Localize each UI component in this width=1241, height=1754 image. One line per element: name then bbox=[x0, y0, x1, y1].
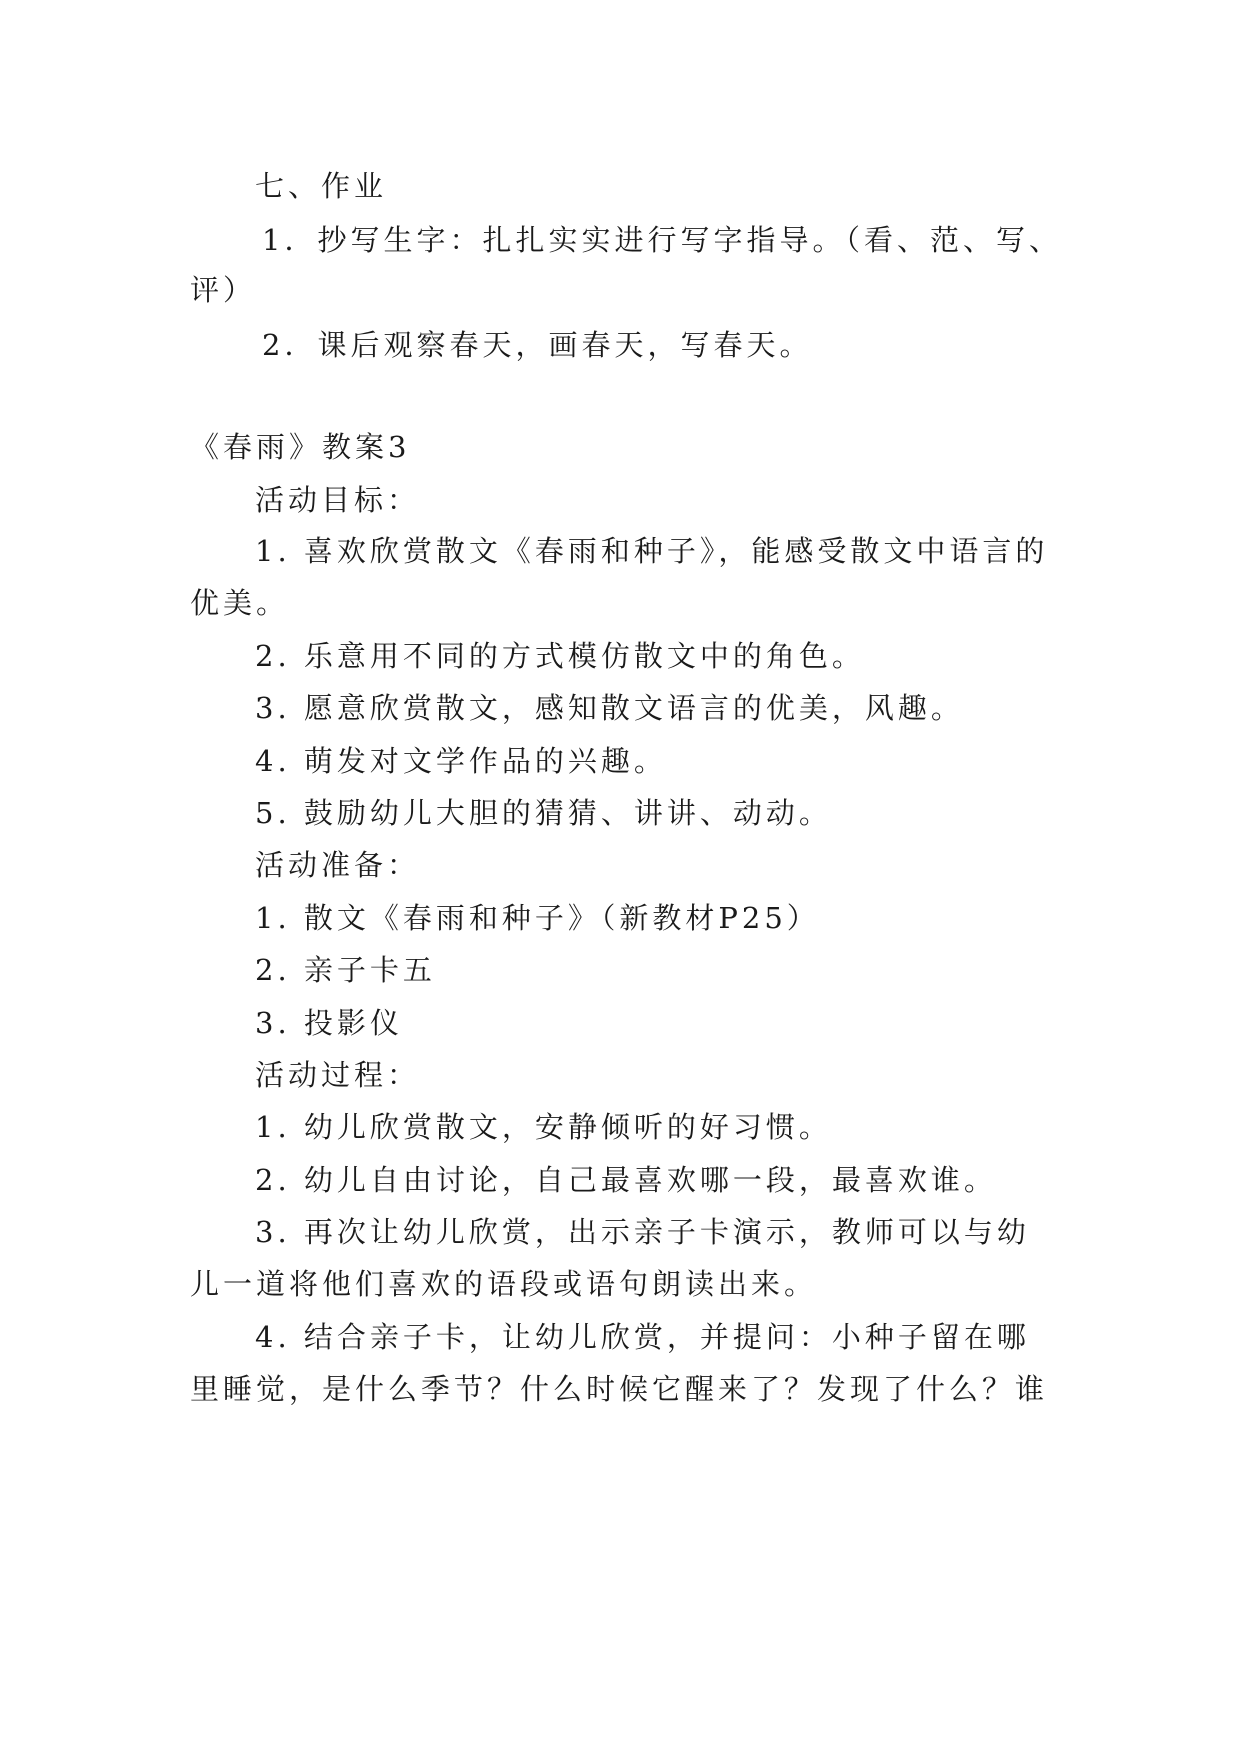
goal-5: 5. 鼓励幼儿大胆的猜猜、讲讲、动动。 bbox=[255, 796, 832, 830]
process-step-2: 2. 幼儿自由讨论，自己最喜欢哪一段，最喜欢谁。 bbox=[255, 1163, 997, 1197]
homework-item-1-line-1: 1．抄写生字：扎扎实实进行写字指导。（看、范、写、 bbox=[262, 223, 1062, 257]
process-step-1: 1. 幼儿欣赏散文，安静倾听的好习惯。 bbox=[255, 1110, 832, 1144]
goal-1-line-2: 优美。 bbox=[190, 586, 290, 620]
process-step-4-line-1: 4. 结合亲子卡，让幼儿欣赏，并提问：小种子留在哪 bbox=[255, 1320, 1030, 1354]
homework-item-2: 2．课后观察春天，画春天，写春天。 bbox=[262, 328, 813, 362]
preparation-3: 3. 投影仪 bbox=[255, 1006, 403, 1040]
goal-1-line-1: 1. 喜欢欣赏散文《春雨和种子》，能感受散文中语言的 bbox=[255, 534, 1049, 568]
preparation-heading: 活动准备： bbox=[255, 848, 421, 882]
goal-2: 2. 乐意用不同的方式模仿散文中的角色。 bbox=[255, 639, 865, 673]
preparation-1: 1. 散文《春雨和种子》（新教材P25） bbox=[255, 901, 820, 935]
goals-heading: 活动目标： bbox=[255, 483, 421, 517]
lesson-title: 《春雨》教案3 bbox=[190, 430, 411, 464]
process-step-3-line-2: 儿一道将他们喜欢的语段或语句朗读出来。 bbox=[190, 1267, 818, 1301]
goal-4: 4. 萌发对文学作品的兴趣。 bbox=[255, 744, 667, 778]
process-heading: 活动过程： bbox=[255, 1058, 421, 1092]
preparation-2: 2. 亲子卡五 bbox=[255, 953, 436, 987]
goal-3: 3. 愿意欣赏散文，感知散文语言的优美，风趣。 bbox=[255, 691, 964, 725]
process-step-4-line-2: 里睡觉，是什么季节？什么时候它醒来了？发现了什么？谁 bbox=[190, 1372, 1049, 1406]
homework-item-1-line-2: 评） bbox=[190, 273, 257, 307]
process-step-3-line-1: 3. 再次让幼儿欣赏，出示亲子卡演示，教师可以与幼 bbox=[255, 1215, 1030, 1249]
section-heading-homework: 七、作业 bbox=[255, 169, 388, 203]
